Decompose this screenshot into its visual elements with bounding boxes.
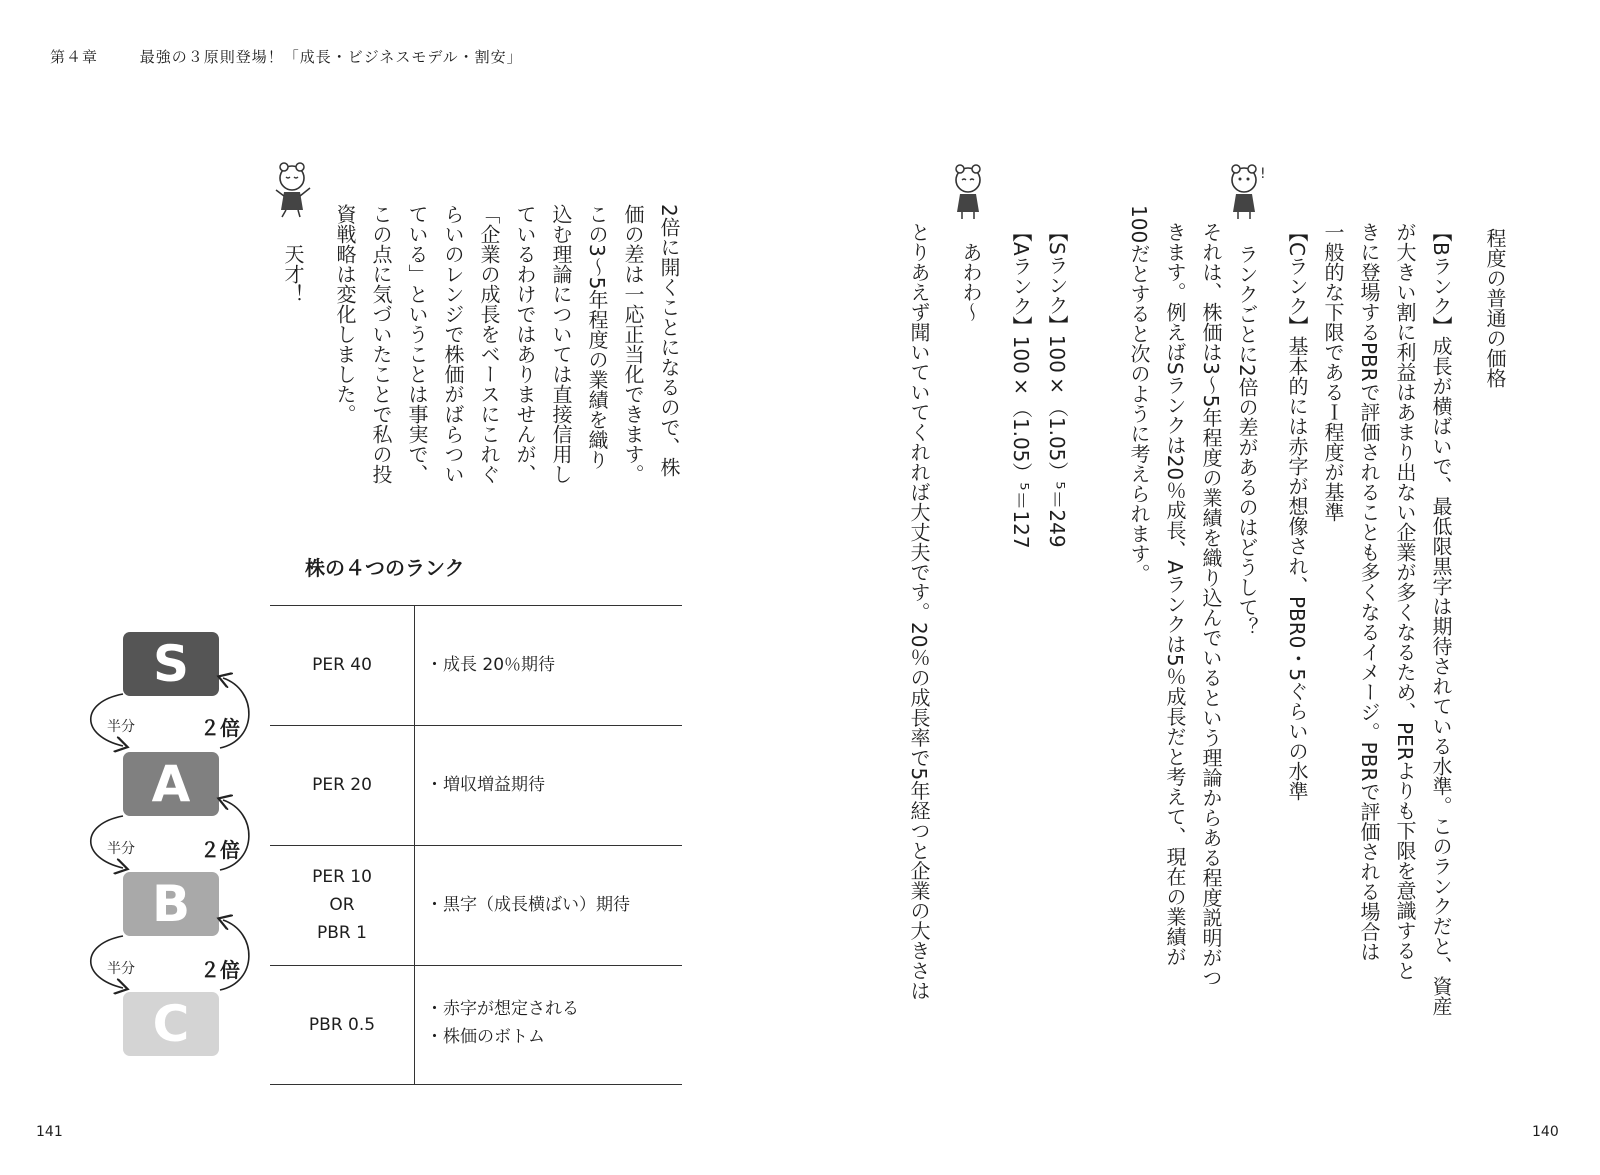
chapter-title: 最強の３原則登場！「成長・ビジネスモデル・割安」 xyxy=(139,48,523,66)
mascot-worried-icon xyxy=(946,162,994,222)
text-column: とりあえず聞いていてくれれば大丈夫です。20％の成長率で5年経つと企業の大きさは xyxy=(907,222,931,1001)
text-column: 価の差は一応正当化できます。 xyxy=(621,204,645,484)
text-column: らいのレンジで株価がばらつい xyxy=(441,204,465,484)
text-column: 一般的な下限であるＩ程度が基準 xyxy=(1321,222,1345,522)
text-column: 100だとすると次のように考えられます。 xyxy=(1127,205,1151,584)
text-column: きます。例えばSランクは20％成長、Aランクは5％成長だと考えて、現在の業績が xyxy=(1163,222,1187,967)
page-number-left: 141 xyxy=(36,1124,63,1140)
text-column: が大きい割に利益はあまり出ない企業が多くなるため、PERよりも下限を意識すると xyxy=(1393,222,1417,981)
text-column: この3〜5年程度の業績を織り xyxy=(585,204,609,470)
text-column: それは、株価は3〜5年程度の業績を織り込んでいるという理論からある程度説明がつ xyxy=(1199,222,1223,988)
rank-a-valuation: PER 20 xyxy=(312,775,372,795)
text-column: ているわけではありませんが、 xyxy=(513,204,537,484)
table-rule xyxy=(270,965,682,966)
page-number-right: 140 xyxy=(1532,1124,1559,1140)
half-label: 半分 xyxy=(107,719,135,735)
text-column: あわわ〜 xyxy=(959,242,983,322)
text-column: 2倍に開くことになるので、株 xyxy=(657,204,681,477)
table-rule xyxy=(270,1084,682,1085)
text-column: ランクごとに2倍の差があるのはどうして？ xyxy=(1235,244,1259,637)
text-column: 込む理論については直接信用し xyxy=(549,204,573,484)
running-header xyxy=(50,46,523,67)
table-rule xyxy=(270,725,682,726)
rank-a-badge: A xyxy=(123,752,219,816)
text-column: 【Aランク】100×（1.05）⁵＝127 xyxy=(1009,222,1033,549)
text-column: 程度の普通の価格 xyxy=(1483,228,1507,388)
rank-c-badge: C xyxy=(123,992,219,1056)
svg-text:!: ! xyxy=(1260,166,1266,182)
text-column: 天才！ xyxy=(281,244,305,304)
text-column: 【Bランク】成長が横ばいで、最低限黒字は期待されている水準。このランクだと、資産 xyxy=(1429,222,1453,1016)
mascot-happy-icon xyxy=(270,160,318,220)
rank-s-valuation: PER 40 xyxy=(312,655,372,675)
text-column: 【Cランク】基本的には赤字が想像され、PBR0・5ぐらいの水準 xyxy=(1285,222,1309,802)
text-column: 資戦略は変化しました。 xyxy=(333,204,357,424)
rank-c-description: ・赤字が想定される ・株価のボトム xyxy=(426,999,579,1047)
mascot-surprised-icon xyxy=(1222,162,1270,222)
text-column: きに登場するPBRで評価されることも多くなるイメージ。PBRで評価される場合は xyxy=(1357,222,1381,962)
text-column: ている」ということは事実で、 xyxy=(405,204,429,484)
diagram-title: 株の４つのランク xyxy=(305,556,465,580)
double-label: ２倍 xyxy=(200,716,240,740)
half-label: 半分 xyxy=(107,841,135,857)
table-rule xyxy=(270,845,682,846)
rank-s-badge: S xyxy=(123,632,219,696)
rank-table xyxy=(270,605,682,1085)
rank-b-badge: B xyxy=(123,872,219,936)
double-label: ２倍 xyxy=(200,958,240,982)
rank-b-valuation: PER 10 OR PBR 1 xyxy=(312,867,372,943)
table-divider xyxy=(414,605,415,1085)
double-label: ２倍 xyxy=(200,838,240,862)
text-column: この点に気づいたことで私の投 xyxy=(369,204,393,484)
text-column: 【Sランク】100×（1.05）⁵＝249 xyxy=(1045,222,1069,548)
rank-c-valuation: PBR 0.5 xyxy=(308,1015,376,1035)
table-rule xyxy=(270,605,682,606)
rank-s-description: ・成長 20％期待 xyxy=(426,655,556,675)
rank-a-description: ・増収増益期待 xyxy=(426,775,545,795)
chapter-label: 第４章 xyxy=(50,48,99,66)
rank-b-description: ・黒字（成長横ばい）期待 xyxy=(426,895,630,915)
half-label: 半分 xyxy=(107,961,135,977)
text-column: 「企業の成長をベースにこれぐ xyxy=(477,204,501,484)
